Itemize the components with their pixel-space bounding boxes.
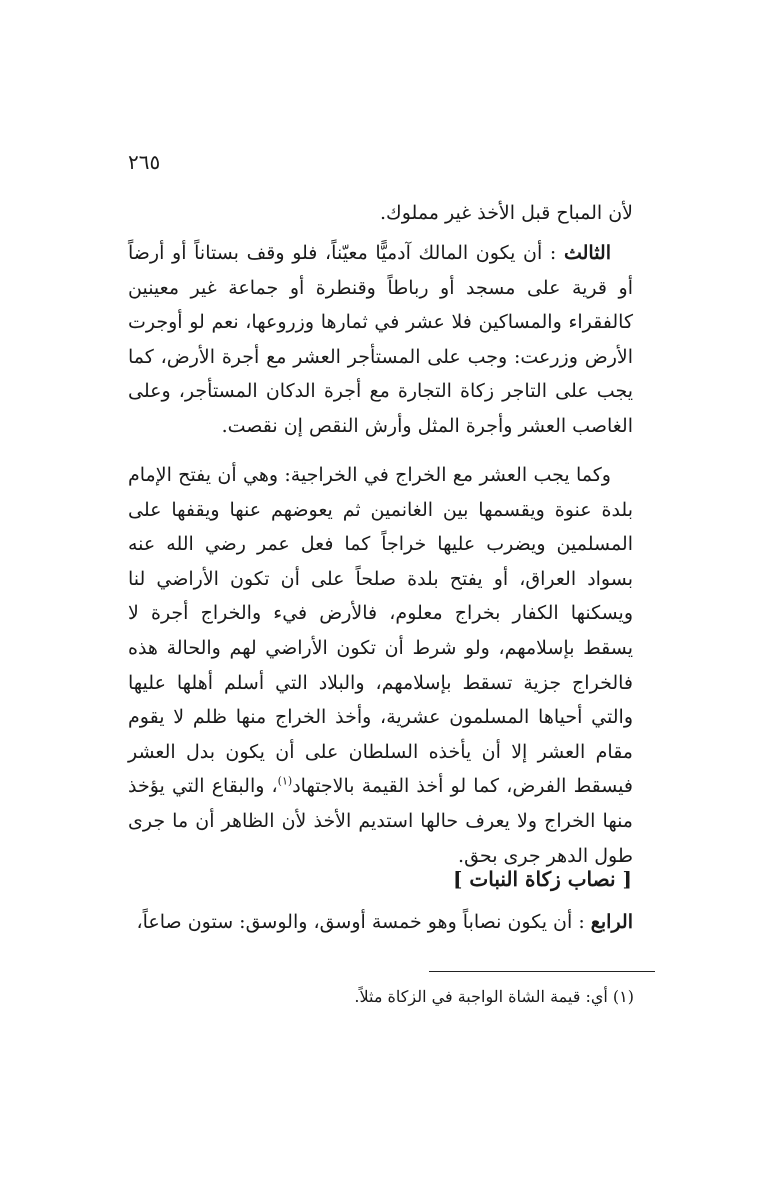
intro-paragraph: لأن المباح قبل الأخذ غير مملوك.: [380, 202, 633, 224]
section-heading: [ نصاب زكاة النبات ]: [452, 867, 632, 891]
third-condition-label: الثالث: [563, 242, 611, 264]
intro-paragraph-block: [128, 196, 633, 231]
third-condition-paragraph: [128, 236, 633, 444]
kharaj-text-after: ، والبقاع التي يؤخذ منها الخراج ولا يعرف حالها استديم الأخذ لأن الظاهر أن ما جرى طول الدهر جرى بحق.: [128, 775, 633, 867]
fourth-condition-label: الرابع: [590, 911, 633, 933]
footnote: (١) أي: قيمة الشاة الواجبة في الزكاة مثلاً.: [354, 987, 634, 1006]
kharaj-block: [128, 458, 633, 873]
fourth-condition-text: : أن يكون نصاباً وهو خمسة أوسق، والوسق: ستون صاعاً،: [136, 911, 591, 933]
footnote-divider: [429, 971, 655, 972]
footnote-reference: (١): [277, 775, 293, 789]
page-number: ٢٦٥: [128, 150, 161, 174]
fourth-condition-block: [128, 905, 633, 940]
kharaj-paragraph: [128, 458, 633, 873]
third-condition-text: : أن يكون المالك آدميًّا معيّناً، فلو وقف بستاناً أو أرضاً أو قرية على مسجد أو رباطاً وقنطرة أو جماعة غير معينين كالفقراء والمساكين فلا عشر في ثمارها وزروعها، نعم لو أوجرت الأرض وزرعت: وجب على المستأجر العشر مع أجرة الأرض، كما يجب على التاجر زكاة التجارة مع أجرة الدكان المستأجر، وعلى الغاصب العشر وأجرة المثل وأرش النقص إن نقصت.: [128, 242, 633, 437]
third-condition-block: [128, 236, 633, 444]
fourth-condition-paragraph: [128, 905, 633, 940]
kharaj-text-before: وكما يجب العشر مع الخراج في الخراجية: وهي أن يفتح الإمام بلدة عنوة ويقسمها بين الغانمين ثم يعوضهم عنها ويقفها على المسلمين ويضرب عليها خراجاً كما فعل عمر رضي الله عنه بسواد العراق، أو يفتح بلدة صلحاً على أن تكون الأراضي لنا ويسكنها الكفار بخراج معلوم، فالأرض فيء والخراج أجرة لا يسقط بإسلامهم، ولو شرط أن تكون الأراضي لهم والحالة هذه فالخراج جزية تسقط بإسلامهم، والبلاد التي أسلم أهلها عليها والتي أحياها المسلمون عشرية، وأخذ الخراج منها ظلم لا يقوم مقام العشر إلا أن يأخذه السلطان على أن يكون بدل العشر فيسقط الفرض، كما لو أخذ القيمة بالاجتهاد: [128, 464, 633, 798]
